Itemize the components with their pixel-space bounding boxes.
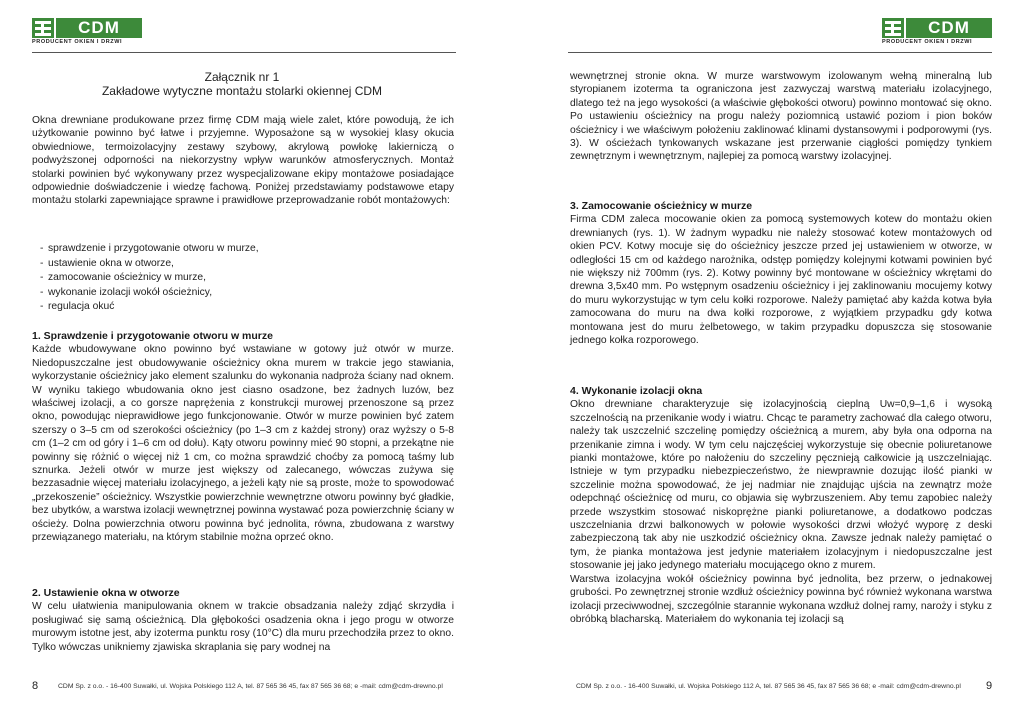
section-4	[570, 385, 992, 626]
logo-tagline: PRODUCENT OKIEN I DRZWI	[882, 39, 973, 45]
right-page	[512, 0, 1024, 724]
header-divider	[568, 52, 992, 53]
section-4-text-continued: Warstwa izolacyjna wokół ościeżnicy powinna być jednolita, bez przerw, o jednakowej grubości. Po zewnętrznej stronie wzdłuż ościeżnicy powinna być również wykonana warstwa izolacji przeciwwodnej, szczególnie starannie wykonana wzdłuż dolnej ramy, naroży i styku z obróbką blacharską. Materiałem do wykonania tej izolacji są	[570, 573, 992, 625]
list-item: - wykonanie izolacji wokół ościeżnicy,	[32, 286, 454, 301]
section-3-heading: 3. Zamocowanie ościeżnicy w murze	[570, 200, 753, 212]
page-title	[32, 70, 452, 98]
cdm-logo	[32, 18, 142, 46]
logo-tagline: PRODUCENT OKIEN I DRZWI	[32, 39, 123, 45]
logo-window-icon	[882, 18, 904, 38]
footer-contact: CDM Sp. z o.o. - 16-400 Suwałki, ul. Wojska Polskiego 112 A, tel. 87 565 36 45, fax 87 565 36 68; e -mail: cdm@cdm-drewno.pl	[58, 683, 443, 690]
section-4-heading: 4. Wykonanie izolacji okna	[570, 385, 703, 397]
section-3-text: Firma CDM zaleca mocowanie okien za pomocą systemowych kotew do montażu okien drewnianych (rys. 1). W żadnym wypadku nie należy stosować kotew montażowych od okien PCV. Kotwy mocuje się do ościeżnicy jeszcze przed jej ustawieniem w otworze, w odległości 15 cm od każdego narożnika, odstęp pomiędzy kolejnymi kotwami powinien być nie większy niż 700mm (rys. 2). Kotwy powinny być montowane w ościeżnicy wkrętami do drewna 3,5x40 mm. Po wstępnym osadzeniu ościeżnicy i jej zaklinowaniu mocujemy kotwy do muru wykorzystując w tym celu kołki rozporowe. Należy pamiętać aby każda kotwa była zamocowana do muru na dwa kołki rozporowe, z wyjątkiem przypadku gdy kotwa montowana jest do muru żelbetowego, w takim przypadku dopuszcza się stosowanie jednego kołka rozporowego.	[570, 214, 992, 347]
list-item: - sprawdzenie i przygotowanie otworu w murze,	[32, 242, 454, 257]
logo-wordmark: CDM	[56, 18, 142, 38]
title-line-2: Zakładowe wytyczne montażu stolarki okiennej CDM	[101, 84, 383, 98]
page-number: 8	[32, 680, 39, 692]
section-2-text: W celu ułatwienia manipulowania oknem w trakcie obsadzania należy zdjąć skrzydła i posługiwać się samą ościeżnicą. Dla głębokości osadzenia okna i jego progu w otworze murowym istotne jest, aby izoterma punktu rosy (10°C) dla muru przechodziła przez to okno. Tylko wówczas unikniemy zjawiska skraplania się pary wodnej na	[32, 601, 454, 653]
section-2	[32, 587, 454, 654]
page-number: 9	[986, 680, 993, 692]
section-2-heading: 2. Ustawienie okna w otworze	[32, 587, 180, 599]
list-item: - regulacja okuć	[32, 300, 454, 315]
continuation-paragraph: wewnętrznej stronie okna. W murze warstwowym izolowanym wełną mineralną lub styropianem izoterma ta ograniczona jest zazwyczaj warstwą materiału izolacyjnego, dlatego też na jego wysokości (a właściwie głębokości otworu) powinno montować się okno. Po ustawieniu ościeżnicy na progu należy poziomnicą ustawić poziom i pion boków ościeżnicy i we właściwym położeniu zaklinować klinami dystansowymi i podporowymi (rys. 3). W ościeżach tynkowanych wskazane jest przerwanie ciągłości pomiędzy tynkiem zewnętrznym i wewnętrznym, najlepiej za pomocą warstwy izolacyjnej.	[570, 71, 992, 163]
cdm-logo	[882, 18, 992, 46]
section-1	[32, 330, 454, 545]
header-divider	[32, 52, 456, 53]
list-item: - zamocowanie ościeżnicy w murze,	[32, 271, 454, 286]
section-1-text: Każde wbudowywane okno powinno być wstawiane w gotowy już otwór w murze. Niedopuszczalne jest obudowywanie ościeżnicy okna murem w trakcie jego stawiania, wykorzystanie ościeżnicy jako element szalunku do wykonania nadproża ściany nad oknem. W wyniku takiego wbudowania okno jest ciasno osadzone, bez żadnych luzów, bez właściwej izolacji, a co gorsze naprężenia z konstrukcji murowej przenoszone są przez okno, powodując nieprawidłowe jego funkcjonowanie. Otwór w murze powinien być zatem szerszy o 3–5 cm od szerokości ościeżnicy (po 1–3 cm z każdej strony) oraz wyższy o 5-8 cm (1–2 cm od góry i 1–6 cm od dołu). Kąty otworu powinny mieć 90 stopni, a przekątne nie powinny się różnić o więcej niż 1 cm, co można sprawdzić choćby za pomocą taśmy lub sznurka. Jeżeli otwór w murze jest większy od zalecanego, wówczas zużywa się bezzasadnie więcej materiału izolacyjnego, a jeżeli kąty nie są proste, może to spowodować „przekoszenie” ościeżnicy. Wszystkie powierzchnie wewnętrzne otworu powinny być gładkie, bez ubytków, a warstwa izolacji wewnętrznej powinna wystawać poza powierzchnię ściany w ościeży. Dolna powierzchnia otworu powinna być jednolita, równa, zbudowana z warstwy przewiązanego materiału, na którym stabilnie można oprzeć okno.	[32, 344, 454, 544]
section-3	[570, 200, 992, 347]
logo-window-icon	[32, 18, 54, 38]
logo-wordmark: CDM	[906, 18, 992, 38]
intro-paragraph: Okna drewniane produkowane przez firmę CDM mają wiele zalet, które powodują, że ich użytkowanie powinno być łatwe i przyjemne. Wyposażone są w wysokiej klasy okucia obwiedniowe, termoizolacyjny zestawy szybowy, akrylową powłokę lakierniczą o podwyższonej odporności na niekorzystny wpływ warunków atmosferycznych. Montaż stolarki powinien być wykonywany przez wyspecjalizowane ekipy montażowe posiadające odpowiednie doświadczenie i wiedzę fachową. Poniżej przedstawiamy podstawowe etapy montażu stolarki zapewniające sprawne i prawidłowe przeprowadzanie robót montażowych:	[32, 115, 454, 207]
footer-contact: CDM Sp. z o.o. - 16-400 Suwałki, ul. Wojska Polskiego 112 A, tel. 87 565 36 45, fax 87 565 36 68; e -mail: cdm@cdm-drewno.pl	[576, 683, 961, 690]
list-item: - ustawienie okna w otworze,	[32, 257, 454, 272]
title-line-1: Załącznik nr 1	[204, 70, 280, 84]
section-4-text: Okno drewniane charakteryzuje się izolacyjnością cieplną Uw=0,9–1,6 i wysoką szczelnością na przenikanie wody i wiatru. Chcąc te parametry zachować dla całego otworu, należy tak uszczelnić szczelinę pomiędzy ościeżnicą a murem, aby była ona odporna na przenikanie zimna i wody. W tym celu najczęściej wykorzystuje się obecnie poliuretanowe pianki montażowe, które po nałożeniu do szczeliny pęcznieją całkowicie ją uszczelniając. Istnieje w tym przypadku niebezpieczeństwo, że niewprawnie dozując ilość pianki w szczelinie można spowodować, że jej nadmiar nie znajdując ujścia na zewnątrz może odepchnąć ościeżnicę od muru, co objawia się wybrzuszeniem. Aby temu zapobiec należy przede wszystkim stosować niskoprężne pianki poliuretanowe, a dodatkowo podczas uszczelniania drzwi balkonowych w połowie wysokości drzwi włożyć wyporę z deski zabezpieczoną tak aby nie uszkodzić ościeżnicy okna. Zawsze jednak należy pamiętać o tym, że pianka montażowa jest jedynie materiałem izolacyjnym i niedopuszczalne jest stosowanie jej jako jedynego materiału mocującego okno z murem.	[570, 399, 992, 572]
steps-list	[32, 242, 454, 315]
section-1-heading: 1. Sprawdzenie i przygotowanie otworu w murze	[32, 330, 273, 342]
